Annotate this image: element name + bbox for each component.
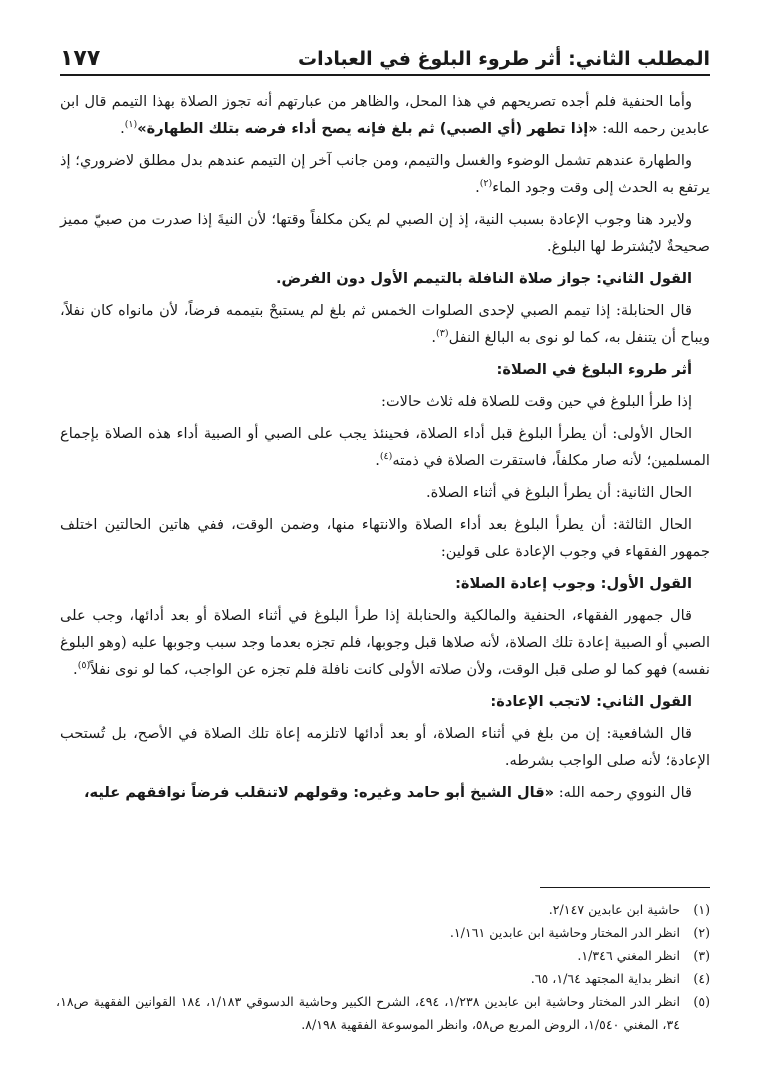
footnote-ref: (٣) (436, 328, 449, 339)
paragraph (60, 720, 710, 774)
footnote-text: انظر المغني ١/٣٤٦. (577, 948, 680, 963)
section-heading: القول الأول: وجوب إعادة الصلاة: (455, 575, 692, 592)
punctuation: . (431, 329, 437, 346)
paragraph-text: الحال الثانية: أن يطرأ البلوغ في أثناء الصلاة. (425, 484, 692, 501)
paragraph-text: الحال الأولى: أن يطرأ البلوغ قبل أداء الصلاة، فحينئذ يجب على الصبي أو الصبية أداء هذه الصلاة بإجماع المسلمين؛ لأنه صار مكلفاً، فاستقرت الصلاة في ذمته (60, 425, 710, 469)
paragraph-text: قال النووي رحمه الله: (558, 784, 692, 801)
footnote (56, 967, 710, 990)
paragraph (60, 420, 710, 474)
body-text (60, 88, 710, 806)
footnote-ref: (٢) (479, 178, 493, 189)
paragraph-text: قال الحنابلة: إذا تيمم الصبي لإحدى الصلوات الخمس ثم بلغ لم يستبحْ بتيممه فرضاً، لأن مانواه كان نفلاً، ويباح أن يتنفل به، كما لو نوى به البالغ النفل (60, 302, 710, 346)
footnote-number: (٤) (693, 971, 710, 986)
section-heading: القول الثاني: جواز صلاة النافلة بالتيمم الأول دون الفرض. (275, 270, 692, 287)
footnote-number: (٣) (693, 948, 710, 963)
footnote-text: انظر بداية المجتهد ١/٦٤، ٦٥. (530, 971, 680, 986)
paragraph-text: قال الشافعية: إن من بلغ في أثناء الصلاة، أو بعد أدائها لاتلزمه إعاة تلك الصلاة في الأصح، بل تُستحب الإعادة؛ لأنه صلى الواجب بشرطه. (60, 725, 710, 769)
punctuation: . (120, 120, 125, 137)
footnote-ref: (٥) (77, 660, 91, 671)
footnote-text: انظر الدر المختار وحاشية ابن عابدين ١/٢٣٨، ٤٩٤، الشرح الكبير وحاشية الدسوقي ١/١٨٣، ١٨٤ القوانين الفقهية ص١٨، ٣٤، المغني ١/٥٤٠، الروض المربع ص٥٨، وانظر الموسوعة الفقهية ٨/١٩٨. (56, 994, 680, 1032)
page-number: ١٧٧ (60, 46, 101, 71)
quotation: «إذا تطهر (أي الصبي) ثم بلغ فإنه يصح أداء فرضه بتلك الطهارة» (137, 120, 598, 137)
paragraph (60, 479, 710, 506)
paragraph (60, 297, 710, 351)
paragraph-text: والطهارة عندهم تشمل الوضوء والغسل والتيمم، ومن جانب آخر إن التيمم عندهم بدل مطلق لاضروري؛ إذ يرتفع به الحدث إلى وقت وجود الماء (60, 152, 710, 196)
paragraph (60, 88, 710, 142)
punctuation: . (475, 179, 480, 196)
paragraph-text: الحال الثالثة: أن يطرأ البلوغ بعد أداء الصلاة والانتهاء منها، وضمن الوقت، ففي هاتين الحالتين اختلف جمهور الفقهاء في وجوب الإعادة على قولين: (60, 516, 710, 560)
footnote (56, 944, 710, 967)
footnote-number: (٢) (693, 925, 710, 940)
paragraph (60, 388, 710, 415)
running-header (60, 34, 710, 76)
section-heading: أثر طروء البلوغ في الصلاة: (496, 361, 692, 378)
paragraph (60, 147, 710, 201)
paragraph-text: وأما الحنفية فلم أجده تصريحهم في هذا المحل، والظاهر من عبارتهم أنه تجوز الصلاة بهذا التيمم قال ابن عابدين رحمه الله: (60, 93, 710, 137)
footnote-number: (٥) (693, 994, 710, 1009)
paragraph-text: قال جمهور الفقهاء، الحنفية والمالكية والحنابلة إذا طرأ البلوغ في أثناء الصلاة أو بعد أدائها، وجب على الصبي أو الصبية إعادة تلك الصلاة، لأنه صلاها قبل وجوبها، فلم تجزه بعدما وجد سبب وجوبها عليه (وهو البلوغ نفسه) فهو كما لو صلى قبل الوقت، ولأن صلاته الأولى كانت نافلة فلم تجزه عن الواجب، كما لو نوى نفلاً (60, 607, 710, 678)
paragraph-text: ولايرد هنا وجوب الإعادة بسبب النية، إذ إن الصبي لم يكن مكلفاً وقتها؛ لأن النيةَ إذا صدرت من صبيّ مميز صحيحةٌ لايُشترط لها البلوغ. (60, 211, 710, 255)
paragraph (60, 602, 710, 683)
section-heading: القول الثاني: لاتجب الإعادة: (490, 693, 692, 710)
footnote (56, 990, 710, 1036)
paragraph (60, 779, 710, 806)
footnote-number: (١) (693, 902, 710, 917)
paragraph-text: إذا طرأ البلوغ في حين وقت للصلاة فله ثلاث حالات: (381, 393, 692, 410)
header-title: المطلب الثاني: أثر طروء البلوغ في العبادات (298, 48, 710, 70)
footnote-ref: (١) (124, 119, 138, 130)
footnotes (56, 898, 710, 1036)
paragraph (60, 511, 710, 565)
punctuation: . (375, 452, 380, 469)
footnote-ref: (٤) (379, 451, 393, 462)
quotation: «قال الشيخ أبو حامد وغيره: وقولهم لاتنقلب فرضاً نوافقهم عليه، (84, 784, 555, 801)
footnote-divider (540, 887, 710, 888)
punctuation: . (73, 661, 78, 678)
footnote-text: انظر الدر المختار وحاشية ابن عابدين ١/١٦١. (449, 925, 680, 940)
footnote (56, 921, 710, 944)
footnote (56, 898, 710, 921)
paragraph (60, 206, 710, 260)
footnote-text: حاشية ابن عابدين ٢/١٤٧. (548, 902, 680, 917)
